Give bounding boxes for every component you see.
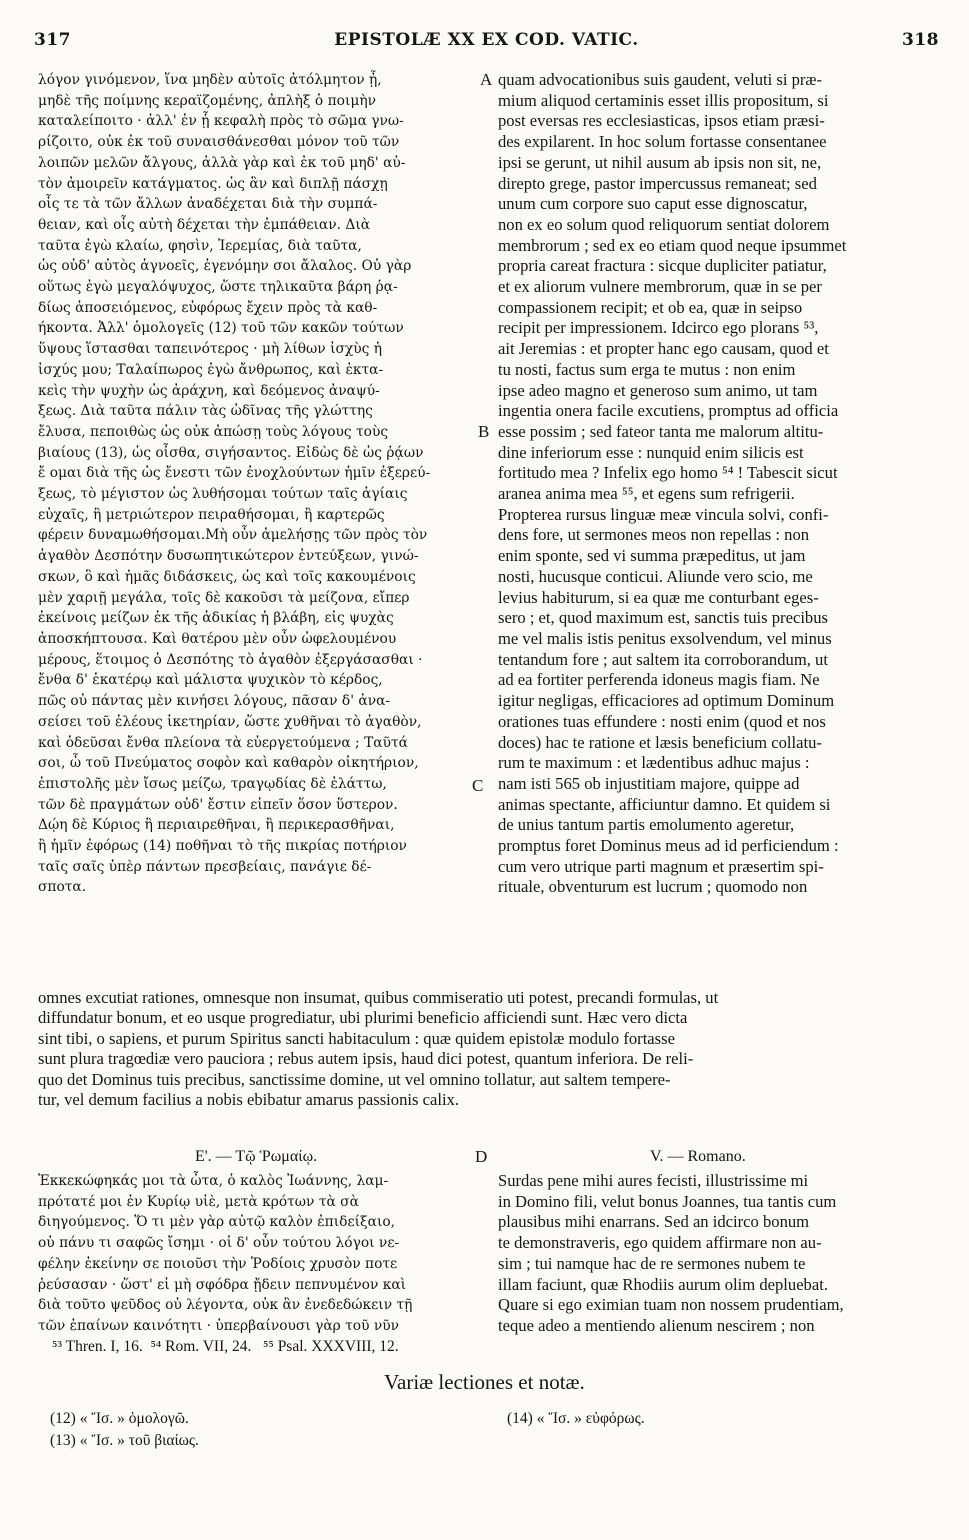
latin-text-line: igitur negligas, efficaciores ad optimum Dominum bbox=[498, 691, 835, 711]
latin-text-line: ipsi se gerunt, ut nihil ausum ab ipsis non sit, ne, bbox=[498, 152, 822, 172]
latin-text-line: levius habiturum, si ea quæ me conturbant eges- bbox=[498, 587, 819, 607]
greek-text-line: ξεως, τὸ μέγιστον ὡς λυθήσομαι τούτων ταῖς ἁγίαις bbox=[38, 486, 408, 503]
greek-text-line: ὕψους ἵστασθαι ταπεινότερος · μὴ λίθων ἰσχὺς ἡ bbox=[38, 341, 383, 358]
greek-text-line: ῥεύσασαν · ὥστ' εἰ μὴ σφόδρα ᾔδειν πεπνυμένον καὶ bbox=[38, 1276, 407, 1293]
latin-text-line: enim sponte, sed vi summa præpeditus, ut jam bbox=[498, 546, 806, 566]
greek-text-line: κεὶς τὴν ψυχὴν ὡς ἀράχνη, καὶ δεόμενος ἀναψύ- bbox=[38, 382, 380, 399]
greek-text-line: τῶν δὲ πραγμάτων οὐδ' ἔστιν εἰπεῖν ὅσον ὕστερον. bbox=[38, 796, 398, 813]
latin-text-line: Propterea rursus linguæ meæ vincula solvi, confi- bbox=[498, 504, 829, 524]
greek-text-line: ἢ ἡμῖν ἐφόρως (14) ποθῆναι τὸ τῆς πικρίας ποτήριον bbox=[38, 838, 407, 855]
latin-column-letter-20 bbox=[498, 70, 938, 898]
greek-text-line: φέρειν δυναμωθήσομαι.Μὴ οὖν ἀμελήσῃς τῶν πρὸς τὸν bbox=[38, 527, 428, 544]
greek-text-line: οὐ πάνυ τι σαφῶς ἴσημι · οἱ δ' οὖν τούτου λόγοι νε- bbox=[38, 1235, 400, 1252]
latin-text-line: post eversas res ecclesiasticas, ipsos etiam præsi- bbox=[498, 111, 825, 131]
latin-letter-heading: V. — Romano. bbox=[650, 1148, 746, 1165]
scripture-references: ⁵³ Thren. I, 16. ⁵⁴ Rom. VII, 24. ⁵⁵ Psal. XXXVIII, 12. bbox=[52, 1338, 399, 1355]
greek-text-line: ἀγαθὸν Δεσπότην δυσωπητικώτερον ἐντεύξεων, γινώ- bbox=[38, 548, 419, 565]
greek-text-line: ήκοντα. Ἀλλ' ὁμολογεῖς (12) τοῦ τῶν κακῶν τούτων bbox=[38, 320, 404, 337]
greek-text-line: οὕτως ἐγὼ μεγαλόψυχος, ὥστε τηλικαῦτα βάρη ῥᾳ- bbox=[38, 279, 398, 296]
greek-text-line: Ἐκκεκώφηκάς μοι τὰ ὦτα, ὁ καλὸς Ἰωάννης, λαμ- bbox=[38, 1173, 389, 1189]
latin-text-line: fortitudo mea ? Infelix ego homo ⁵⁴ ! Tabescit sicut bbox=[498, 463, 838, 483]
latin-text-line: ait Jeremias : et propter hanc ego causam, quod et bbox=[498, 339, 829, 359]
latin-text-line: tur, vel demum facilius a nobis ebibatur amarus passionis calix. bbox=[38, 1090, 459, 1110]
margin-marker-a: A bbox=[480, 70, 493, 89]
note-12: (12) « Ἴσ. » ὁμολογῶ. bbox=[50, 1410, 189, 1427]
page-number-left: 317 bbox=[34, 30, 71, 50]
latin-text-line: sim ; tui namque hac de re sermones nubem te bbox=[498, 1253, 806, 1273]
latin-column-letter-5 bbox=[498, 1171, 938, 1337]
latin-text-line: de unius tantum partis emolumento ageretur, bbox=[498, 815, 795, 835]
greek-text-line: Δῴη δὲ Κύριος ἢ περιαιρεθῆναι, ἢ περικερασθῆναι, bbox=[38, 817, 395, 834]
greek-letter-heading: Ε'. — Τῷ Ῥωμαίῳ. bbox=[195, 1148, 318, 1165]
greek-text-line: εὐχαῖς, ἢ μετριώτερον πειραθήσομαι, ἢ καρτερῶς bbox=[38, 506, 385, 523]
latin-text-line: Quare si ego eximian tuam non nossem prudentiam, bbox=[498, 1295, 844, 1315]
latin-text-line: doces) hac te ratione et læsis beneficium collatu- bbox=[498, 732, 822, 752]
greek-text-line: ἰσχύς μου; Ταλαίπωρος ἐγὼ ἄνθρωπος, καὶ ἐκτα- bbox=[38, 361, 384, 378]
latin-text-line: in Domino fili, velut bonus Joannes, tua tantis cum bbox=[498, 1191, 837, 1211]
running-header bbox=[34, 30, 939, 56]
latin-text-line: me vel malis istis penitus exsolvendum, vel minus bbox=[498, 628, 832, 648]
latin-text-line: sunt plura tragœdiæ vero pauciora ; rebus autem ipsis, haud dici potest, quantum inferiora. De reli- bbox=[38, 1049, 694, 1069]
latin-text-line: ingentia onera facile excutiens, promptus ad officia bbox=[498, 401, 839, 421]
latin-text-line: esse possim ; sed fateor tanta me malorum altitu- bbox=[498, 421, 824, 441]
notes-title: Variæ lectiones et notæ. bbox=[384, 1370, 585, 1394]
greek-text-line: πῶς οὐ πάντας μὲν κινήσει λόγους, πᾶσαν δ' ἀνα- bbox=[38, 693, 391, 710]
margin-marker-d: D bbox=[475, 1147, 488, 1166]
latin-text-line: teque adeo a mentiendo alienum nescirem ; non bbox=[498, 1315, 815, 1335]
greek-text-line: λόγον γινόμενον, ἵνα μηδὲν αὐτοῖς ἀτόλμητον ᾖ, bbox=[38, 72, 382, 88]
latin-text-line: des expilarent. In hoc solum fortasse consentanee bbox=[498, 132, 827, 152]
greek-text-line: ὡς οὐδ' αὐτὸς ἀγνοεῖς, ἐγενόμην σοι ἄλαλος. Οὐ γὰρ bbox=[38, 258, 412, 275]
greek-text-line: μέρους, ἕτοιμος ὁ Δεσπότης τὸ ἀγαθὸν ἐξεργάσασθαι · bbox=[38, 651, 423, 668]
latin-text-line: orationes tuas effundere : nosti enim (quod et nos bbox=[498, 711, 826, 731]
latin-text-line: non ex eo solum quod reliquorum sentiat dolorem bbox=[498, 214, 830, 234]
note-13: (13) « Ἴσ. » τοῦ βιαίως. bbox=[50, 1432, 199, 1449]
greek-text-line: ταῦτα ἐγὼ κλαίω, φησὶν, Ἰερεμίας, διὰ ταῦτα, bbox=[38, 237, 362, 254]
latin-text-line: plausibus mihi enarrans. Sed an idcirco bonum bbox=[498, 1212, 810, 1232]
greek-text-line: φέλην ἐκείνην σε ποιοῦσι τὴν Ῥοδίοις χρυσὸν ποτε bbox=[38, 1255, 398, 1272]
greek-text-line: σοι, ὦ τοῦ Πνεύματος σοφὸν καὶ καθαρὸν οἰκητήριον, bbox=[38, 755, 419, 772]
greek-text-line: σκων, ὃ καὶ ἡμᾶς διδάσκεις, ὡς καὶ τοῖς κακουμένοις bbox=[38, 568, 416, 585]
margin-marker-b: B bbox=[478, 422, 490, 441]
greek-text-line: ἔνθα δ' ἑκατέρῳ καὶ μάλιστα ψυχικὸν τὸ κέρδος, bbox=[38, 672, 383, 689]
greek-text-line: μὲν χαριῇ μεγάλα, τοῖς δὲ κακοῦσι τὰ μείζονα, εἴπερ bbox=[38, 589, 410, 606]
greek-text-line: καταλείποιτο · ἀλλ' ἐν ᾗ κεφαλὴ πρὸς τὸ σῶμα γνω- bbox=[38, 113, 404, 130]
latin-text-line: animas spectante, afficiuntur damno. Et quidem si bbox=[498, 794, 831, 814]
greek-text-line: ἀποσκήπτουσα. Καὶ θατέρου μὲν οὖν ὠφελουμένου bbox=[38, 630, 397, 647]
latin-text-line: recipit per impressionem. Idcirco ego plorans ⁵³, bbox=[498, 318, 819, 338]
greek-text-line: δίως ἀποσειόμενος, εὐφόρως ἔχειν πρὸς τὰ καθ- bbox=[38, 299, 378, 316]
latin-text-line: aranea anima mea ⁵⁵, et egens sum refrigerii. bbox=[498, 484, 795, 504]
greek-text-line: ρίζοιτο, οὐκ ἐκ τοῦ συναισθάνεσθαι μόνον τοῦ τῶν bbox=[38, 134, 400, 151]
greek-text-line: ἐπιστολῆς μὲν ἴσως μείζω, τραγῳδίας δὲ ἐλάττω, bbox=[38, 775, 387, 792]
greek-text-line: σείσει τοῦ ἐλέους ἱκετηρίαν, ὥστε χυθῆναι τὸ ἀγαθὸν, bbox=[38, 713, 422, 730]
latin-text-line: ad ea fortiter perferenda idoneus magis fiam. Ne bbox=[498, 670, 820, 690]
latin-text-line: quam advocationibus suis gaudent, veluti si præ- bbox=[498, 70, 822, 89]
latin-text-line: membrorum ; sed ex eo etiam quod neque ipsummet bbox=[498, 235, 847, 255]
latin-text-line: tu nosti, factus sum erga te mutus : non enim bbox=[498, 359, 796, 379]
latin-text-line: dens fore, ut sermones meos non repellas : non bbox=[498, 525, 810, 545]
latin-text-line: te demonstraveris, ego quidem affirmare non au- bbox=[498, 1233, 822, 1253]
latin-text-line: Surdas pene mihi aures fecisti, illustrissime mi bbox=[498, 1171, 809, 1190]
latin-text-line: nosti, hucusque conticui. Aliunde vero scio, me bbox=[498, 566, 813, 586]
latin-text-line: et ex aliorum vulnere membrorum, quæ in se per bbox=[498, 277, 822, 297]
latin-text-line: quo det Dominus tuis precibus, sanctissime domine, ut vel omnino tollatur, aut saltem tempere- bbox=[38, 1069, 671, 1089]
greek-text-line: καὶ ὁδεῦσαι ἔνθα πλείονα τὰ εὐεργετούμενα ; Ταῦτά bbox=[38, 734, 408, 751]
latin-text-line: unum cum corpore suo caput esse dignoscatur, bbox=[498, 194, 808, 214]
latin-text-line: illam faciunt, quæ Rhodiis aurum olim depluebat. bbox=[498, 1274, 828, 1294]
greek-text-line: τὸν ἀμοιρεῖν κατάγματος. ὡς ἂν καὶ διπλῇ πάσχῃ bbox=[38, 175, 388, 192]
greek-text-line: σποτα. bbox=[38, 879, 87, 896]
greek-text-line: τῶν ἐπαίνων καινότητι · ὑπερβαίνουσι γὰρ τοῦ νῦν bbox=[38, 1317, 400, 1334]
latin-text-line: promptus foret Dominus meus ad id perficiendum : bbox=[498, 836, 839, 856]
running-title: EPISTOLÆ XX EX COD. VATIC. bbox=[334, 30, 639, 50]
latin-text-line: dine inferiorum esse : nunquid enim silicis est bbox=[498, 442, 804, 462]
latin-text-line: sint tibi, o sapiens, et purum Spiritus sancti habitaculum : quæ quidem epistolæ modulo fortasse bbox=[38, 1028, 675, 1048]
greek-text-line: οἷς τε τὰ τῶν ἄλλων ἀναδέχεται διὰ τὴν συμπά- bbox=[38, 196, 378, 213]
greek-text-line: ταῖς σαῖς ὑπὲρ πάντων πρεσβείαις, πανάγιε δέ- bbox=[38, 858, 372, 875]
greek-text-line: ἔλυσα, πεποιθὼς ὡς οὐκ ἀπώσῃ τοὺς λόγους τοὺς bbox=[38, 423, 389, 440]
greek-text-line: διηγούμενος. Ὅ τι μὲν γὰρ αὐτῷ καλὸν ἐπιδείξαιο, bbox=[38, 1214, 396, 1231]
latin-text-line: diffundatur bonum, et eo usque progrediatur, ubi plurimi beneficio afficiendi sunt. Hæc vero dicta bbox=[38, 1008, 688, 1028]
greek-text-line: βιαίους (13), ὡς οἶσθα, σιγήσαντος. Εἰδὼς δὲ ὡς ῥᾴων bbox=[38, 444, 424, 461]
greek-text-line: ἐκείνοις μείζων ἐκ τῆς ἀδικίας ἡ βλάβη, εἰς ψυχὰς bbox=[38, 610, 394, 627]
latin-text-line: compassionem recipit; et ob ea, quæ in seipso bbox=[498, 297, 803, 317]
latin-text-line: sero ; et, quod maximum est, sanctis tuis precibus bbox=[498, 608, 828, 628]
latin-text-line: omnes excutiat rationes, omnesque non insumat, quibus commiseratio uti potest, precandi formulas, ut bbox=[38, 988, 719, 1007]
greek-text-line: ξεως. Διὰ ταῦτα πάλιν τὰς ὠδῖνας τῆς γλώττης bbox=[38, 403, 373, 420]
page-number-right: 318 bbox=[902, 30, 939, 50]
greek-column-letter-20 bbox=[38, 70, 468, 898]
latin-text-line: propria careat fractura : sicque dupliciter patiatur, bbox=[498, 256, 827, 276]
latin-text-line: ipse adeo magno et generoso sum animo, ut tam bbox=[498, 380, 818, 400]
latin-full-width-continuation bbox=[38, 988, 938, 1110]
greek-text-line: μηδὲ τῆς ποίμνης κεραϊζομένης, ἀπλὴξ ὁ ποιμὴν bbox=[38, 92, 376, 109]
latin-text-line: cum vero utrique parti magnum et præsertim spi- bbox=[498, 856, 824, 876]
greek-text-line: διὰ τοῦτο ψεῦδος οὐ λέγοντα, οὐκ ἂν ἐνεδεδώκειν τῇ bbox=[38, 1297, 413, 1314]
note-14: (14) « Ἴσ. » εὐφόρως. bbox=[507, 1410, 645, 1427]
latin-text-line: mium aliquod certaminis esset illis propositum, si bbox=[498, 90, 829, 110]
greek-text-line: πρότατέ μοι ἐν Κυρίῳ υἱὲ, μετὰ κρότων τὰ σὰ bbox=[38, 1193, 359, 1210]
latin-text-line: rituale, obventurum est lucrum ; quomodo non bbox=[498, 877, 808, 897]
latin-text-line: rum te maximum : et lædentibus adhuc majus : bbox=[498, 753, 810, 773]
margin-marker-c: C bbox=[472, 776, 484, 795]
latin-text-line: nam isti 565 ob injustitiam majore, quippe ad bbox=[498, 773, 800, 793]
greek-column-letter-5 bbox=[38, 1171, 478, 1337]
greek-text-line: θειαν, καὶ οἷς αὐτὴ δέχεται τὴν ἐμπάθειαν. Διὰ bbox=[38, 216, 371, 233]
greek-text-line: ἔ ομαι διὰ τῆς ὡς ἔνεστι τῶν ἐνοχλούντων ἡμῖν ἐξερεύ- bbox=[38, 465, 431, 482]
latin-text-line: direpto grege, pastor impercussus remaneat; sed bbox=[498, 173, 817, 193]
latin-text-line: tentandum fore ; aut saltem ita corroborandum, ut bbox=[498, 649, 828, 669]
greek-text-line: λοιπῶν μελῶν ἄλγους, ἀλλὰ γὰρ καὶ ἐκ τοῦ μηδ' αὐ- bbox=[38, 154, 406, 171]
